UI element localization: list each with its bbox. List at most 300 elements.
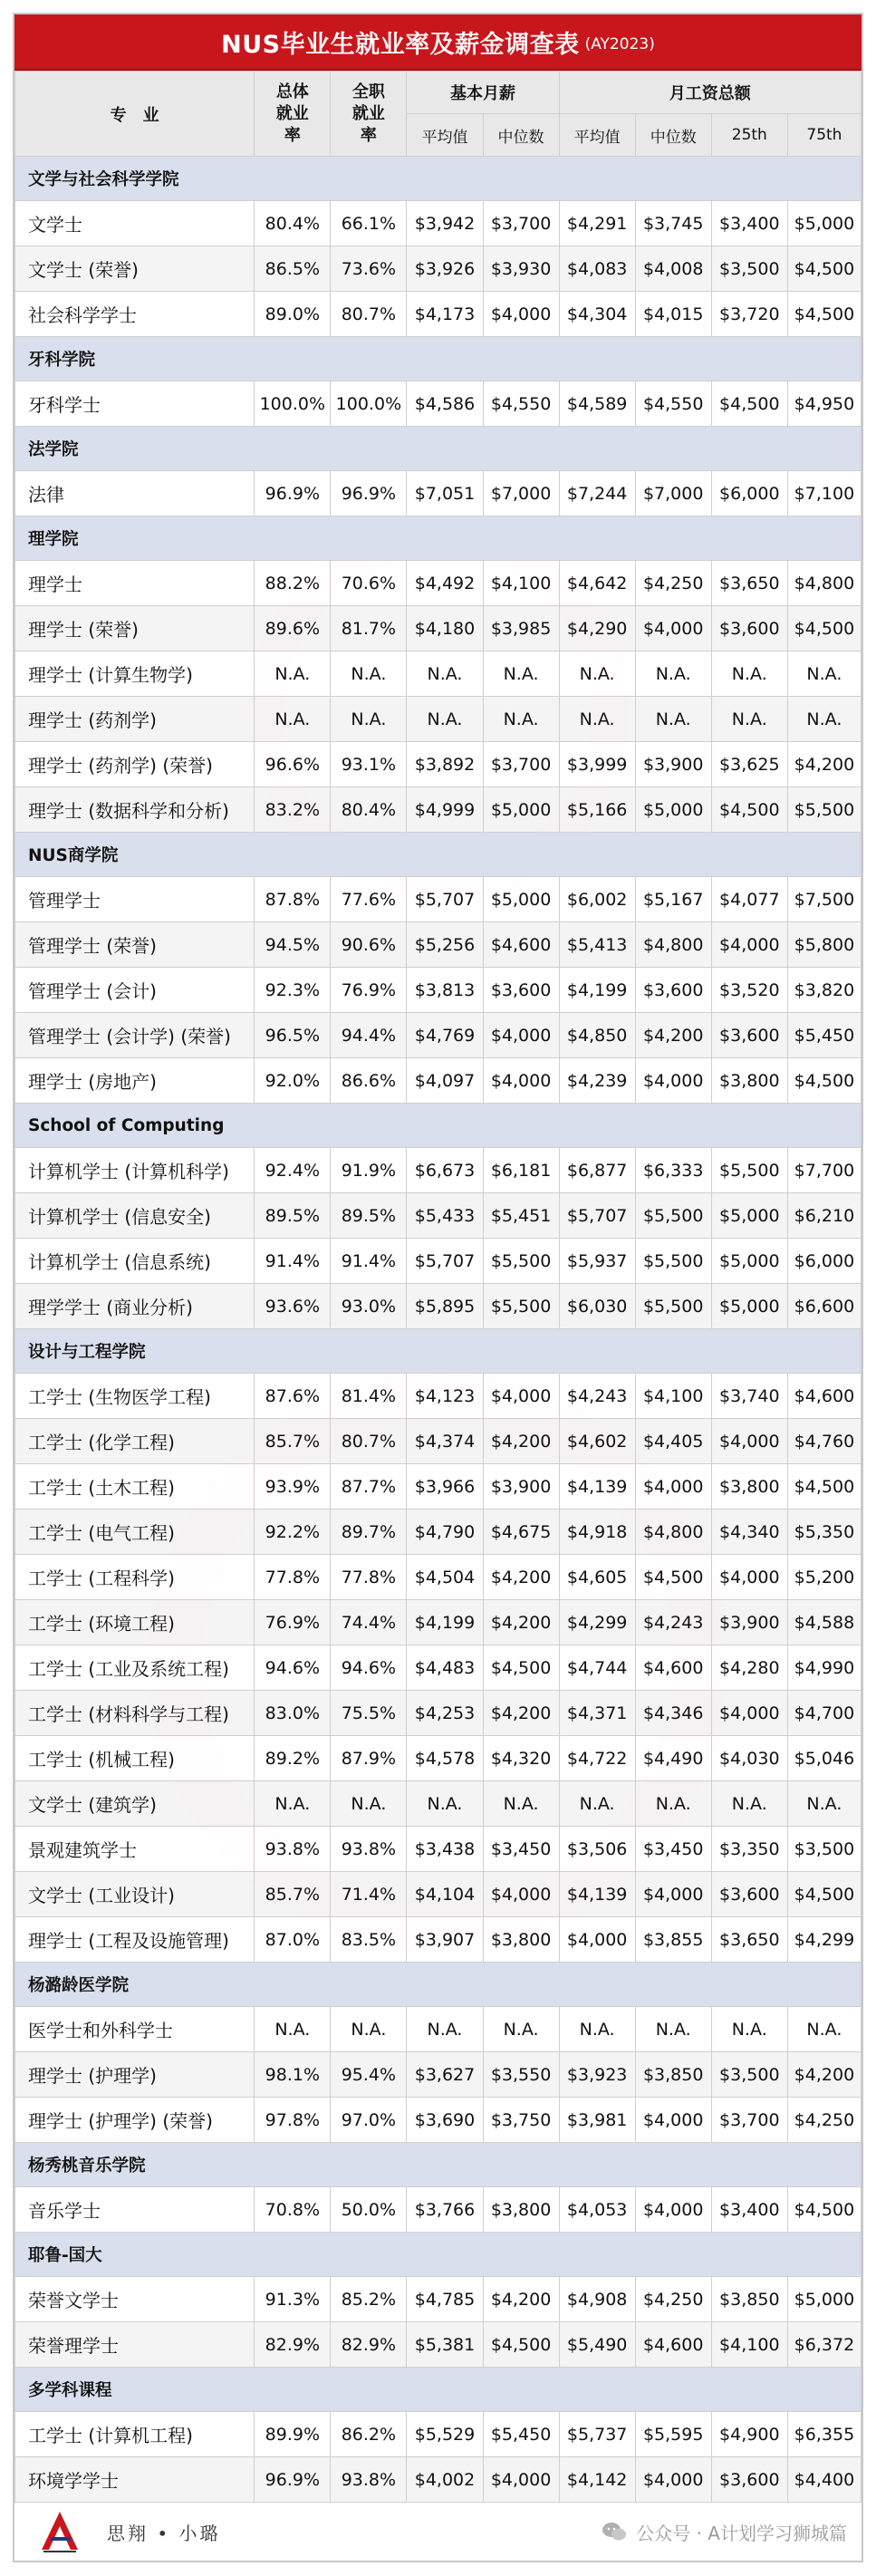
table-row [15, 787, 862, 833]
gross-p75-cell: $6,600 [787, 1284, 861, 1329]
gross-p75-cell: $5,200 [787, 1555, 861, 1600]
footer-account-text: 公众号 · A计划学习狮城篇 [636, 2522, 847, 2544]
section-title: 耶鲁-国大 [15, 2233, 862, 2277]
overall-rate-cell: 82.9% [255, 2322, 331, 2368]
gross-p25-cell: $6,000 [711, 471, 787, 516]
basic-mean-cell: $5,529 [407, 2412, 483, 2457]
major-cell: 理学士 (护理学) (荣誉) [15, 2098, 255, 2143]
table-row [15, 471, 862, 516]
basic-median-cell: $4,000 [483, 292, 559, 337]
overall-rate-cell: 92.3% [255, 968, 331, 1013]
basic-mean-cell: $3,813 [407, 968, 483, 1013]
basic-median-cell: N.A. [483, 1781, 559, 1827]
gross-median-cell: $4,490 [635, 1736, 711, 1781]
gross-p25-cell: N.A. [711, 2007, 787, 2052]
overall-rate-cell: 89.6% [255, 606, 331, 651]
gross-median-cell: N.A. [635, 2007, 711, 2052]
fulltime-rate-cell: 50.0% [331, 2187, 407, 2233]
major-cell: 工学士 (化学工程) [15, 1419, 255, 1464]
major-cell: 理学士 (计算生物学) [15, 651, 255, 697]
table-row [15, 2098, 862, 2143]
basic-median-cell: $5,000 [483, 877, 559, 922]
overall-rate-cell: 83.2% [255, 787, 331, 833]
basic-mean-cell: $4,483 [407, 1645, 483, 1691]
fulltime-rate-cell: 93.0% [331, 1284, 407, 1329]
fulltime-rate-cell: 89.5% [331, 1193, 407, 1239]
header-gross-p75: 75th [787, 114, 861, 157]
gross-mean-cell: $4,850 [559, 1013, 635, 1058]
basic-mean-cell: $4,769 [407, 1013, 483, 1058]
gross-p25-cell: $4,500 [711, 787, 787, 833]
gross-p75-cell: $3,820 [787, 968, 861, 1013]
fulltime-rate-cell: 100.0% [331, 381, 407, 427]
basic-mean-cell: $4,199 [407, 1600, 483, 1645]
basic-median-cell: $3,900 [483, 1464, 559, 1510]
basic-median-cell: $5,500 [483, 1239, 559, 1284]
fulltime-rate-cell: N.A. [331, 2007, 407, 2052]
fulltime-rate-cell: 66.1% [331, 201, 407, 246]
header-overall-rate-text: 总体就业率 [275, 82, 309, 145]
gross-median-cell: $4,500 [635, 1555, 711, 1600]
overall-rate-cell: 77.8% [255, 1555, 331, 1600]
header-basic-median: 中位数 [483, 114, 559, 157]
gross-p25-cell: $3,900 [711, 1600, 787, 1645]
fulltime-rate-cell: 93.1% [331, 742, 407, 787]
gross-p75-cell: $4,760 [787, 1419, 861, 1464]
gross-median-cell: $4,346 [635, 1691, 711, 1736]
basic-mean-cell: $4,002 [407, 2457, 483, 2503]
basic-mean-cell: $5,256 [407, 922, 483, 968]
gross-mean-cell: $4,199 [559, 968, 635, 1013]
gross-p75-cell: $4,500 [787, 1464, 861, 1510]
basic-median-cell: $3,700 [483, 201, 559, 246]
gross-p25-cell: $3,720 [711, 292, 787, 337]
basic-mean-cell: N.A. [407, 2007, 483, 2052]
gross-p25-cell: $3,650 [711, 1917, 787, 1963]
basic-median-cell: $5,500 [483, 1284, 559, 1329]
header-gross-median: 中位数 [635, 114, 711, 157]
title-bar [14, 14, 862, 71]
gross-median-cell: $4,000 [635, 1464, 711, 1510]
section-row [15, 1104, 862, 1148]
table-row [15, 1645, 862, 1691]
gross-p25-cell: $4,077 [711, 877, 787, 922]
major-cell: 理学士 (荣誉) [15, 606, 255, 651]
gross-mean-cell: $6,030 [559, 1284, 635, 1329]
overall-rate-cell: 85.7% [255, 1419, 331, 1464]
basic-mean-cell: $5,707 [407, 1239, 483, 1284]
gross-p25-cell: $3,520 [711, 968, 787, 1013]
basic-median-cell: $4,200 [483, 2277, 559, 2322]
gross-median-cell: $5,500 [635, 1284, 711, 1329]
gross-median-cell: N.A. [635, 1781, 711, 1827]
gross-mean-cell: $5,737 [559, 2412, 635, 2457]
major-cell: 音乐学士 [15, 2187, 255, 2233]
gross-p75-cell: $4,200 [787, 2052, 861, 2098]
gross-p75-cell: N.A. [787, 2007, 861, 2052]
basic-mean-cell: $6,673 [407, 1148, 483, 1193]
fulltime-rate-cell: 87.9% [331, 1736, 407, 1781]
overall-rate-cell: 89.2% [255, 1736, 331, 1781]
gross-p25-cell: $3,800 [711, 1058, 787, 1104]
gross-median-cell: $6,333 [635, 1148, 711, 1193]
fulltime-rate-cell: 80.4% [331, 787, 407, 833]
basic-mean-cell: $5,895 [407, 1284, 483, 1329]
overall-rate-cell: 89.9% [255, 2412, 331, 2457]
basic-mean-cell: $4,180 [407, 606, 483, 651]
overall-rate-cell: N.A. [255, 697, 331, 742]
fulltime-rate-cell: 82.9% [331, 2322, 407, 2368]
gross-p25-cell: $3,850 [711, 2277, 787, 2322]
overall-rate-cell: 91.3% [255, 2277, 331, 2322]
gross-p75-cell: $5,000 [787, 2277, 861, 2322]
gross-median-cell: $4,800 [635, 922, 711, 968]
fulltime-rate-cell: N.A. [331, 651, 407, 697]
gross-p25-cell: $3,740 [711, 1374, 787, 1419]
gross-p75-cell: $7,100 [787, 471, 861, 516]
gross-p25-cell: $3,600 [711, 1872, 787, 1917]
major-cell: 工学士 (工业及系统工程) [15, 1645, 255, 1691]
fulltime-rate-cell: 80.7% [331, 1419, 407, 1464]
fulltime-rate-cell: 77.8% [331, 1555, 407, 1600]
gross-p75-cell: N.A. [787, 651, 861, 697]
basic-median-cell: $4,200 [483, 1691, 559, 1736]
gross-mean-cell: $4,918 [559, 1510, 635, 1555]
footer-account [602, 2519, 847, 2545]
table-row [15, 1691, 862, 1736]
section-title: NUS商学院 [15, 833, 862, 877]
section-title: 杨秀桃音乐学院 [15, 2143, 862, 2187]
gross-median-cell: $4,000 [635, 606, 711, 651]
gross-median-cell: $4,100 [635, 1374, 711, 1419]
basic-mean-cell: $3,907 [407, 1917, 483, 1963]
overall-rate-cell: 92.4% [255, 1148, 331, 1193]
gross-mean-cell: $4,642 [559, 561, 635, 606]
major-cell: 工学士 (机械工程) [15, 1736, 255, 1781]
basic-median-cell: $4,000 [483, 2457, 559, 2503]
table-row [15, 246, 862, 292]
gross-mean-cell: $5,413 [559, 922, 635, 968]
basic-median-cell: $4,550 [483, 381, 559, 427]
overall-rate-cell: 93.8% [255, 1827, 331, 1872]
wechat-icon [602, 2522, 627, 2542]
gross-p75-cell: $4,250 [787, 2098, 861, 2143]
basic-median-cell: $4,200 [483, 1600, 559, 1645]
gross-mean-cell: $4,053 [559, 2187, 635, 2233]
gross-p25-cell: $4,000 [711, 1555, 787, 1600]
table-row [15, 922, 862, 968]
major-cell: 计算机学士 (信息系统) [15, 1239, 255, 1284]
gross-p25-cell: $4,280 [711, 1645, 787, 1691]
fulltime-rate-cell: 83.5% [331, 1917, 407, 1963]
section-title: 理学院 [15, 516, 862, 561]
gross-p75-cell: $4,500 [787, 1058, 861, 1104]
footer-brand: 思翔 • 小璐 [107, 2522, 221, 2544]
table-row [15, 201, 862, 246]
basic-median-cell: $4,200 [483, 1419, 559, 1464]
gross-median-cell: $3,900 [635, 742, 711, 787]
gross-median-cell: $3,855 [635, 1917, 711, 1963]
table-row [15, 697, 862, 742]
fulltime-rate-cell: 93.8% [331, 2457, 407, 2503]
gross-p75-cell: $5,450 [787, 1013, 861, 1058]
header-basic-mean: 平均值 [407, 114, 483, 157]
gross-p25-cell: $5,500 [711, 1148, 787, 1193]
section-row [15, 2368, 862, 2412]
gross-median-cell: $3,745 [635, 201, 711, 246]
basic-mean-cell: $4,374 [407, 1419, 483, 1464]
table-row [15, 2052, 862, 2098]
overall-rate-cell: 88.2% [255, 561, 331, 606]
gross-mean-cell: $3,506 [559, 1827, 635, 1872]
gross-median-cell: $4,000 [635, 2457, 711, 2503]
basic-median-cell: N.A. [483, 697, 559, 742]
gross-mean-cell: $7,244 [559, 471, 635, 516]
major-cell: 理学士 (药剂学) [15, 697, 255, 742]
gross-p75-cell: $4,400 [787, 2457, 861, 2503]
gross-mean-cell: N.A. [559, 1781, 635, 1827]
gross-p75-cell: $5,000 [787, 201, 861, 246]
gross-p75-cell: $4,200 [787, 742, 861, 787]
gross-p75-cell: $5,500 [787, 787, 861, 833]
basic-median-cell: $3,700 [483, 742, 559, 787]
table-row [15, 1058, 862, 1104]
fulltime-rate-cell: 74.4% [331, 1600, 407, 1645]
overall-rate-cell: 83.0% [255, 1691, 331, 1736]
fulltime-rate-cell: 77.6% [331, 877, 407, 922]
overall-rate-cell: 70.8% [255, 2187, 331, 2233]
basic-mean-cell: $4,492 [407, 561, 483, 606]
major-cell: 计算机学士 (信息安全) [15, 1193, 255, 1239]
gross-mean-cell: $4,243 [559, 1374, 635, 1419]
gross-p75-cell: $4,600 [787, 1374, 861, 1419]
header-gross-salary: 月工资总额 [559, 72, 861, 114]
gross-median-cell: $7,000 [635, 471, 711, 516]
basic-median-cell: $4,000 [483, 1374, 559, 1419]
table-row [15, 2457, 862, 2503]
gross-p75-cell: N.A. [787, 697, 861, 742]
table-row [15, 606, 862, 651]
table-body [15, 157, 862, 2503]
gross-p75-cell: $4,588 [787, 1600, 861, 1645]
gross-p25-cell: $3,400 [711, 201, 787, 246]
gross-p25-cell: $3,600 [711, 2457, 787, 2503]
major-cell: 计算机学士 (计算机科学) [15, 1148, 255, 1193]
fulltime-rate-cell: 93.8% [331, 1827, 407, 1872]
gross-mean-cell: $4,139 [559, 1872, 635, 1917]
basic-median-cell: N.A. [483, 651, 559, 697]
table-row [15, 651, 862, 697]
gross-mean-cell: N.A. [559, 651, 635, 697]
gross-p25-cell: $5,000 [711, 1193, 787, 1239]
gross-p75-cell: $4,299 [787, 1917, 861, 1963]
header-fulltime-rate-text: 全职就业率 [351, 82, 385, 145]
major-cell: 文学士 (建筑学) [15, 1781, 255, 1827]
basic-mean-cell: $4,586 [407, 381, 483, 427]
section-row [15, 337, 862, 381]
basic-median-cell: $5,000 [483, 787, 559, 833]
basic-median-cell: $4,500 [483, 2322, 559, 2368]
gross-p75-cell: $6,000 [787, 1239, 861, 1284]
header-basic-salary: 基本月薪 [407, 72, 559, 114]
gross-median-cell: $4,550 [635, 381, 711, 427]
gross-p25-cell: $4,000 [711, 1691, 787, 1736]
section-row [15, 2233, 862, 2277]
basic-median-cell: $4,600 [483, 922, 559, 968]
table-row [15, 1419, 862, 1464]
fulltime-rate-cell: 70.6% [331, 561, 407, 606]
fulltime-rate-cell: 81.7% [331, 606, 407, 651]
basic-median-cell: $4,500 [483, 1645, 559, 1691]
table-row [15, 2412, 862, 2457]
overall-rate-cell: 97.8% [255, 2098, 331, 2143]
table-row [15, 2007, 862, 2052]
section-row [15, 2143, 862, 2187]
gross-median-cell: $4,000 [635, 1872, 711, 1917]
gross-median-cell: $4,200 [635, 1013, 711, 1058]
basic-mean-cell: $5,433 [407, 1193, 483, 1239]
basic-median-cell: $4,000 [483, 1013, 559, 1058]
gross-median-cell: $5,500 [635, 1193, 711, 1239]
footer [14, 2503, 862, 2561]
gross-median-cell: $4,243 [635, 1600, 711, 1645]
gross-median-cell: $4,600 [635, 1645, 711, 1691]
gross-p75-cell: $6,210 [787, 1193, 861, 1239]
gross-p75-cell: $5,800 [787, 922, 861, 968]
fulltime-rate-cell: 73.6% [331, 246, 407, 292]
basic-mean-cell: $4,097 [407, 1058, 483, 1104]
fulltime-rate-cell: 94.6% [331, 1645, 407, 1691]
gross-mean-cell: $4,239 [559, 1058, 635, 1104]
table-header [15, 72, 862, 157]
basic-median-cell: N.A. [483, 2007, 559, 2052]
gross-median-cell: $5,500 [635, 1239, 711, 1284]
gross-median-cell: N.A. [635, 651, 711, 697]
basic-mean-cell: $3,892 [407, 742, 483, 787]
gross-mean-cell: $5,490 [559, 2322, 635, 2368]
major-cell: 文学士 (工业设计) [15, 1872, 255, 1917]
gross-p75-cell: $7,500 [787, 877, 861, 922]
gross-p75-cell: $4,500 [787, 606, 861, 651]
gross-p25-cell: $3,800 [711, 1464, 787, 1510]
fulltime-rate-cell: 85.2% [331, 2277, 407, 2322]
basic-median-cell: $3,600 [483, 968, 559, 1013]
overall-rate-cell: 93.9% [255, 1464, 331, 1510]
overall-rate-cell: 80.4% [255, 201, 331, 246]
fulltime-rate-cell: N.A. [331, 1781, 407, 1827]
overall-rate-cell: 92.0% [255, 1058, 331, 1104]
major-cell: 管理学士 [15, 877, 255, 922]
gross-mean-cell: N.A. [559, 697, 635, 742]
basic-median-cell: $3,450 [483, 1827, 559, 1872]
table-row [15, 968, 862, 1013]
gross-mean-cell: $5,166 [559, 787, 635, 833]
fulltime-rate-cell: 91.4% [331, 1239, 407, 1284]
basic-mean-cell: $4,173 [407, 292, 483, 337]
gross-p25-cell: $4,030 [711, 1736, 787, 1781]
gross-mean-cell: $4,299 [559, 1600, 635, 1645]
basic-mean-cell: $4,999 [407, 787, 483, 833]
gross-mean-cell: $4,605 [559, 1555, 635, 1600]
overall-rate-cell: 94.6% [255, 1645, 331, 1691]
gross-p25-cell: $4,340 [711, 1510, 787, 1555]
brand-logo-icon [34, 2508, 85, 2555]
basic-median-cell: $3,985 [483, 606, 559, 651]
gross-median-cell: $4,600 [635, 2322, 711, 2368]
basic-mean-cell: $3,942 [407, 201, 483, 246]
overall-rate-cell: 100.0% [255, 381, 331, 427]
overall-rate-cell: 89.0% [255, 292, 331, 337]
major-cell: 工学士 (土木工程) [15, 1464, 255, 1510]
fulltime-rate-cell: 97.0% [331, 2098, 407, 2143]
gross-p25-cell: $4,000 [711, 922, 787, 968]
overall-rate-cell: 87.0% [255, 1917, 331, 1963]
overall-rate-cell: 87.6% [255, 1374, 331, 1419]
gross-median-cell: $5,000 [635, 787, 711, 833]
basic-median-cell: $4,100 [483, 561, 559, 606]
table-row [15, 2187, 862, 2233]
major-cell: 工学士 (环境工程) [15, 1600, 255, 1645]
gross-p75-cell: $6,372 [787, 2322, 861, 2368]
gross-p75-cell: $7,700 [787, 1148, 861, 1193]
fulltime-rate-cell: 87.7% [331, 1464, 407, 1510]
basic-mean-cell: $3,627 [407, 2052, 483, 2098]
major-cell: 荣誉文学士 [15, 2277, 255, 2322]
gross-median-cell: $4,000 [635, 1058, 711, 1104]
gross-mean-cell: $4,304 [559, 292, 635, 337]
major-cell: 管理学士 (会计) [15, 968, 255, 1013]
table-row [15, 381, 862, 427]
basic-median-cell: $6,181 [483, 1148, 559, 1193]
basic-median-cell: $3,550 [483, 2052, 559, 2098]
gross-p75-cell: N.A. [787, 1781, 861, 1827]
overall-rate-cell: 96.9% [255, 2457, 331, 2503]
section-row [15, 516, 862, 561]
gross-p25-cell: $4,000 [711, 1419, 787, 1464]
gross-p25-cell: $3,625 [711, 742, 787, 787]
gross-p25-cell: N.A. [711, 651, 787, 697]
fulltime-rate-cell: 94.4% [331, 1013, 407, 1058]
major-cell: 管理学士 (会计学) (荣誉) [15, 1013, 255, 1058]
header-overall-rate [255, 72, 331, 157]
major-cell: 理学士 (房地产) [15, 1058, 255, 1104]
overall-rate-cell: 94.5% [255, 922, 331, 968]
gross-mean-cell: $4,139 [559, 1464, 635, 1510]
section-title: School of Computing [15, 1104, 862, 1148]
gross-p25-cell: $4,100 [711, 2322, 787, 2368]
major-cell: 管理学士 (荣誉) [15, 922, 255, 968]
basic-mean-cell: N.A. [407, 697, 483, 742]
gross-mean-cell: $4,083 [559, 246, 635, 292]
fulltime-rate-cell: 76.9% [331, 968, 407, 1013]
gross-mean-cell: $5,707 [559, 1193, 635, 1239]
basic-mean-cell: $7,051 [407, 471, 483, 516]
gross-mean-cell: $6,002 [559, 877, 635, 922]
table-row [15, 1872, 862, 1917]
page-title: NUS毕业生就业率及薪金调查表 [221, 30, 580, 59]
gross-p25-cell: $3,350 [711, 1827, 787, 1872]
table-row [15, 1193, 862, 1239]
gross-p25-cell: $3,650 [711, 561, 787, 606]
gross-p25-cell: $3,600 [711, 606, 787, 651]
basic-median-cell: $3,750 [483, 2098, 559, 2143]
gross-p75-cell: $4,500 [787, 292, 861, 337]
gross-median-cell: N.A. [635, 697, 711, 742]
gross-median-cell: $4,800 [635, 1510, 711, 1555]
overall-rate-cell: 76.9% [255, 1600, 331, 1645]
section-title: 法学院 [15, 427, 862, 471]
gross-p75-cell: $4,500 [787, 246, 861, 292]
